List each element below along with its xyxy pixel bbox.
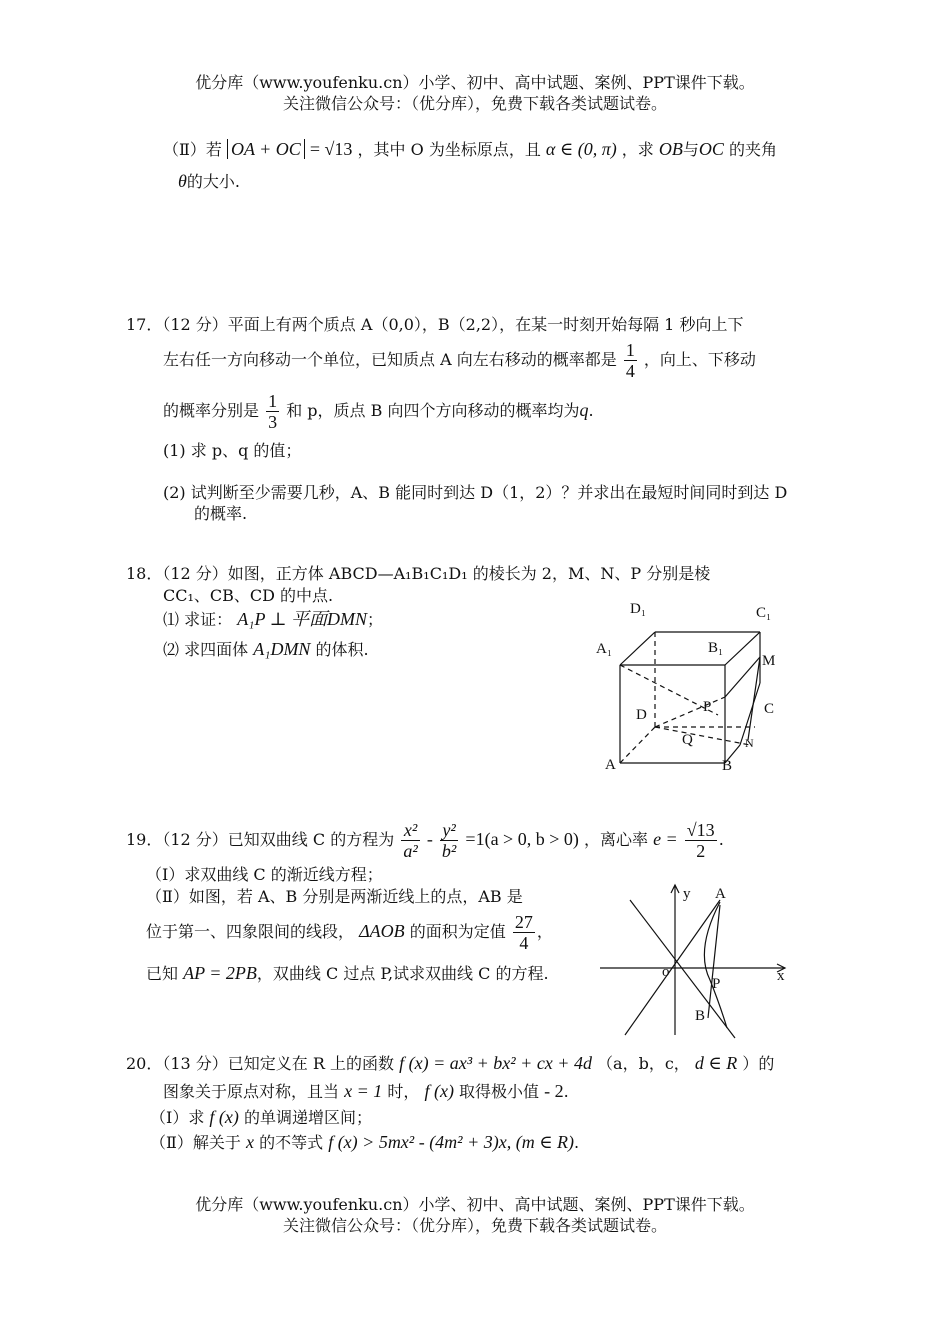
- label-P: P: [703, 699, 712, 715]
- q18-sub1: ⑴ 求证： A₁P ⊥ 平面DMN；: [163, 609, 384, 629]
- sqrt-13: = √13: [309, 139, 353, 159]
- label-D1: D₁: [630, 601, 647, 617]
- label-A: A: [605, 757, 616, 773]
- cube-figure: [590, 595, 800, 780]
- footer-line-1: 优分库（www.youfenku.cn）小学、初中、高中试题、案例、PPT课件下载。: [195, 1195, 755, 1214]
- alpha-range: α ∈ (0, π): [545, 139, 617, 159]
- q20-line2: 图象关于原点对称，且当 x = 1 时， f (x) 取得极小值 - 2.: [163, 1081, 569, 1101]
- q19-sub2-line3: 已知 AP = 2PB，双曲线 C 过点 P,试求双曲线 C 的方程.: [146, 963, 549, 983]
- label-C: C: [764, 701, 775, 717]
- label-B: B: [722, 758, 733, 774]
- header-line-1: 优分库（www.youfenku.cn）小学、初中、高中试题、案例、PPT课件下载。: [195, 73, 755, 92]
- q18-line2: CC₁、CB、CD 的中点.: [163, 586, 334, 605]
- q20-sub2: （Ⅱ）解关于 x 的不等式 f (x) > 5mx² - (4m² + 3)x, (m ∈ R).: [150, 1132, 580, 1152]
- q19-sub2-line1: （Ⅱ）如图，若 A、B 分别是两渐近线上的点，AB 是: [146, 887, 523, 906]
- footer-line-2: 关注微信公众号：（优分库），免费下载各类试题试卷。: [282, 1216, 667, 1235]
- label-M: M: [762, 653, 776, 669]
- q19-sub1: （Ⅰ）求双曲线 C 的渐近线方程；: [146, 865, 383, 884]
- label-x: x: [777, 968, 785, 984]
- q20-sub1: （Ⅰ）求 f (x) 的单调递增区间；: [150, 1107, 373, 1127]
- q17-line3: 的概率分别是 $\frac{1}{3}$ 和 p，质点 B 向四个方向移动的概率均为q.: [163, 391, 594, 432]
- label-y: y: [683, 886, 691, 902]
- fraction-one-third: $\frac{1}{3}$: [268, 391, 278, 432]
- q20-line1: 20．（13 分）已知定义在 R 上的函数 f (x) = ax³ + bx² + cx + 4d （a，b，c， d ∈ R ）的: [126, 1053, 775, 1073]
- label-Q: Q: [682, 732, 693, 748]
- vector-oc: OC: [698, 139, 724, 159]
- label-D: D: [636, 707, 647, 723]
- label-C1: C₁: [756, 605, 772, 621]
- fraction-one-quarter: $\frac{1}{4}$: [625, 340, 635, 381]
- label-A: A: [715, 886, 726, 902]
- q18-sub2: ⑵ 求四面体 A₁DMN 的体积.: [163, 639, 369, 659]
- q16-part2-line1: （Ⅱ）若 OA + OC = √13 ，其中 O 为坐标原点，且 α ∈ (0, π) ，求 OB与OC 的夹角: [163, 139, 778, 159]
- q17-sub1: (1) 求 p、q 的值；: [163, 441, 302, 460]
- label-o: o: [662, 964, 670, 980]
- label-N: N: [745, 736, 754, 750]
- q18-line1: 18．（12 分）如图，正方体 ABCD—A₁B₁C₁D₁ 的棱长为 2，M、N、P 分别是棱: [126, 564, 711, 583]
- vector-sum-magnitude: OA + OC: [227, 139, 305, 159]
- hyperbola-figure: [595, 880, 795, 1040]
- q17-sub2-line2: 的概率.: [194, 504, 248, 523]
- q16-part2-line2: θ的大小.: [178, 171, 240, 191]
- q19-sub2-line2: 位于第一、四象限间的线段， ΔAOB 的面积为定值 $\frac{27}{4}$ ，: [146, 912, 553, 953]
- label-A1: A₁: [596, 641, 613, 657]
- header-line-2: 关注微信公众号：（优分库），免费下载各类试题试卷。: [282, 94, 667, 113]
- q17-line2: 左右任一方向移动一个单位，已知质点 A 向左右移动的概率都是 $\frac{1}{4}$ ，向上、下移动: [163, 340, 756, 381]
- q17-line1: 17．（12 分）平面上有两个质点 A（0,0），B（2,2），在某一时刻开始每隔 1 秒向上下: [126, 315, 744, 334]
- label-B: B: [695, 1008, 706, 1024]
- q19-line1: 19．（12 分）已知双曲线 C 的方程为 $\frac{\text{x²}}{\text{a²}}$ - $\frac{\text{y²}}{\text{b²}}$ =1(a > 0, b > 0) ，离心率 e = $\frac{√13}{2}$ .: [126, 820, 724, 861]
- vector-ob: OB: [658, 139, 683, 159]
- label-B1: B₁: [708, 640, 724, 656]
- label-P: P: [712, 976, 721, 992]
- q17-sub2-line1: (2) 试判断至少需要几秒，A、B 能同时到达 D（1，2）？并求出在最短时间同时到达 D: [163, 483, 788, 502]
